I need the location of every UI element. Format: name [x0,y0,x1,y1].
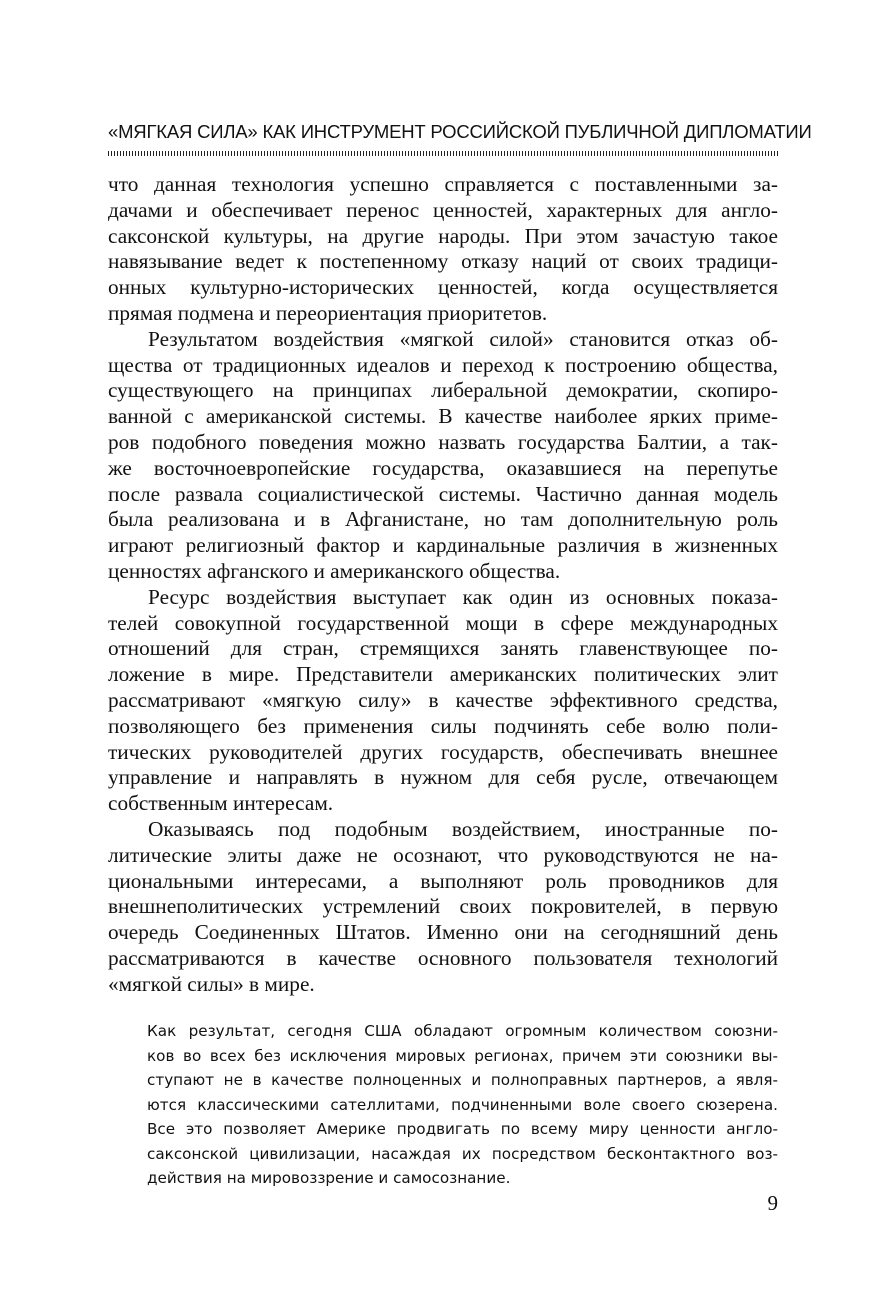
text-line: тических руководителей других государств, обеспечивать внешнее [108,739,778,764]
text-line: позволяющего без применения силы подчинять себе волю поли- [108,713,778,738]
text-line: телей совокупной государственной мощи в сфере международных [108,610,778,635]
text-line: ценностях афганского и американского общества. [108,558,561,583]
aside-line: саксонской цивилизации, насаждая их посредством бесконтактного воз- [147,1144,778,1163]
text-line: Оказываясь под подобным воздействием, иностранные по- [148,816,778,841]
text-line: онных культурно-исторических ценностей, когда осуществляется [108,275,778,300]
highlighted-passage [147,1019,778,1191]
text-line: щества от традиционных идеалов и переход к построению общества, [108,352,778,377]
text-line: управление и направлять в нужном для себя русле, отвечающем [108,765,778,790]
text-line: Ресурс воздействия выступает как один из основных показа- [148,584,778,609]
header-rule [108,151,778,156]
body-text [108,172,778,998]
aside-line: ков во всех без исключения мировых регионах, причем эти союзники вы- [147,1046,778,1065]
text-line: отношений для стран, стремящихся занять главенствующее по- [108,636,778,661]
aside-line: Все это позволяет Америке продвигать по всему миру ценности англо- [147,1120,778,1138]
text-line: собственным интересам. [108,791,334,816]
aside-line: ются классическими сателлитами, подчиненными воле своего сюзерена. [147,1095,778,1114]
aside-line: действия на мировоззрение и самосознание. [147,1169,511,1187]
text-line: рассматривают «мягкую силу» в качестве эффективного средства, [108,687,778,712]
text-line: рассматриваются в качестве основного пользователя технологий [108,945,778,970]
text-line: ров подобного поведения можно назвать государства Балтии, а так- [108,429,778,454]
text-line: «мягкой силы» в мире. [108,971,315,996]
text-line: литические элиты даже не осознают, что руководствуются не на- [108,842,778,867]
aside-line: ступают не в качестве полноценных и полноправных партнеров, а явля- [147,1071,778,1089]
text-line: что данная технология успешно справляется с поставленными за- [108,172,778,196]
text-line: была реализована и в Афганистане, но там дополнительную роль [108,507,778,532]
text-line: ванной с американской системы. В качестве наиболее ярких приме- [108,404,778,429]
running-header: «МЯГКАЯ СИЛА» КАК ИНСТРУМЕНТ РОССИЙСКОЙ ПУБЛИЧНОЙ ДИПЛОМАТИИ [108,121,812,142]
page-number: 9 [767,1191,778,1215]
text-line: существующего на принципах либеральной демократии, скопиро- [108,378,778,403]
text-line: дачами и обеспечивает перенос ценностей, характерных для англо- [108,197,778,222]
text-line: навязывание ведет к постепенному отказу наций от своих традици- [108,249,778,274]
text-line: ложение в мире. Представители американских политических элит [108,662,778,687]
text-line: Результатом воздействия «мягкой силой» становится отказ об- [148,326,778,351]
text-line: циональными интересами, а выполняют роль проводников для [108,868,778,893]
text-line: же восточноевропейские государства, оказавшиеся на перепутье [108,455,778,480]
text-line: внешнеполитических устремлений своих покровителей, в первую [108,894,778,919]
text-line: прямая подмена и переориентация приоритетов. [108,300,548,325]
aside-line: Как результат, сегодня США обладают огромным количеством союзни- [147,1022,778,1040]
text-line: очередь Соединенных Штатов. Именно они на сегодняшний день [108,920,778,945]
text-line: после развала социалистической системы. Частично данная модель [108,481,778,506]
text-line: саксонской культуры, на другие народы. При этом зачастую такое [108,223,778,248]
text-line: играют религиозный фактор и кардинальные различия в жизненных [108,533,778,558]
